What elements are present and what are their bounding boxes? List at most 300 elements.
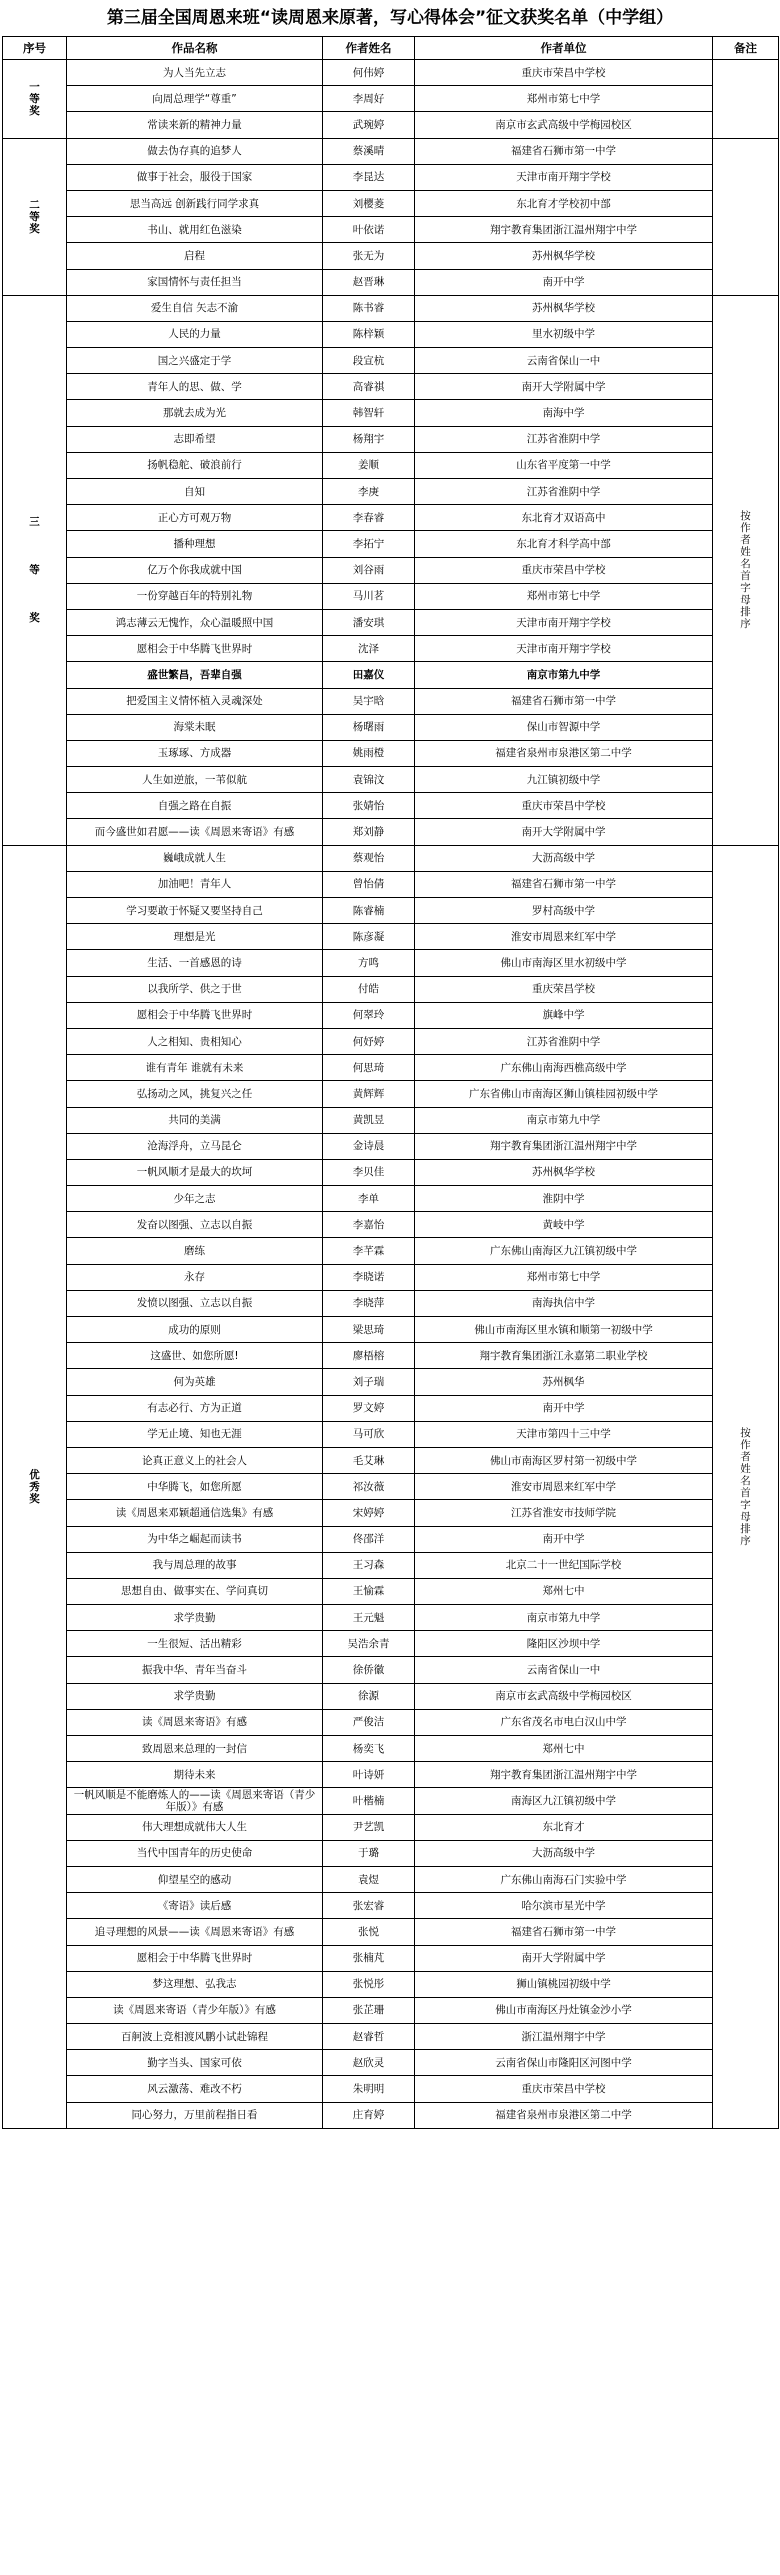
table-row: [3, 86, 779, 112]
table-row: [3, 1919, 779, 1945]
table-row: [3, 269, 779, 295]
cell-author: 张无为: [323, 243, 415, 269]
cell-title: 期待未来: [67, 1762, 323, 1788]
cell-author: 何妤婷: [323, 1028, 415, 1054]
cell-title: 发愤以图强、立志以自振: [67, 1290, 323, 1316]
table-row: [3, 1002, 779, 1028]
cell-unit: 东北育才学校初中部: [415, 190, 713, 216]
cell-author: 李晓萍: [323, 1290, 415, 1316]
table-row: [3, 950, 779, 976]
cell-title: 海棠未眠: [67, 714, 323, 740]
cell-unit: 大沥高级中学: [415, 845, 713, 871]
cell-author: 郑刘静: [323, 819, 415, 845]
cell-unit: 天津市南开翔宇学校: [415, 636, 713, 662]
cell-author: 尹艺凯: [323, 1814, 415, 1840]
cell-unit: 重庆市荣昌中学校: [415, 557, 713, 583]
table-row: [3, 505, 779, 531]
cell-unit: 郑州七中: [415, 1578, 713, 1604]
table-row: [3, 1605, 779, 1631]
table-row: [3, 609, 779, 635]
cell-title: 一帆风顺是不能磨炼人的——读《周恩来寄语（青少年版）》有感: [67, 1788, 323, 1814]
cell-author: 严俊洁: [323, 1709, 415, 1735]
cell-author: 韩智轩: [323, 400, 415, 426]
cell-author: 蔡观怡: [323, 845, 415, 871]
cell-title: 发奋以图强、立志以自振: [67, 1212, 323, 1238]
cell-author: 刘谷雨: [323, 557, 415, 583]
cell-title: 我与周总理的故事: [67, 1552, 323, 1578]
cell-author: 姚雨橙: [323, 740, 415, 766]
table-row: [3, 217, 779, 243]
cell-unit: 淮安市周恩来红军中学: [415, 924, 713, 950]
cell-unit: 福建省石狮市第一中学: [415, 688, 713, 714]
cell-author: 高睿祺: [323, 374, 415, 400]
award-level-cell: 一 等 奖: [3, 60, 67, 139]
cell-author: 徐源: [323, 1683, 415, 1709]
cell-title: 弘扬动之风，挑复兴之任: [67, 1081, 323, 1107]
cell-unit: 苏州枫华学校: [415, 1159, 713, 1185]
cell-title: 少年之志: [67, 1186, 323, 1212]
cell-author: 王愉霖: [323, 1578, 415, 1604]
cell-unit: 南开大学附属中学: [415, 374, 713, 400]
cell-title: 巍峨成就人生: [67, 845, 323, 871]
table-row: [3, 2024, 779, 2050]
cell-unit: 江苏省淮阴中学: [415, 426, 713, 452]
cell-title: 家国情怀与责任担当: [67, 269, 323, 295]
cell-author: 杨翔宇: [323, 426, 415, 452]
table-row: [3, 2050, 779, 2076]
table-row: [3, 138, 779, 164]
table-row: [3, 243, 779, 269]
cell-unit: 苏州枫华学校: [415, 243, 713, 269]
cell-author: 罗文婷: [323, 1395, 415, 1421]
cell-unit: 南开中学: [415, 269, 713, 295]
table-row: [3, 1945, 779, 1971]
cell-author: 毛艾琳: [323, 1447, 415, 1473]
cell-author: 吴浩余青: [323, 1631, 415, 1657]
cell-title: 同心努力，万里前程指日看: [67, 2102, 323, 2128]
cell-unit: 淮安市周恩来红军中学: [415, 1474, 713, 1500]
cell-title: 百舸波上竞相渡风鹏小试赴锦程: [67, 2024, 323, 2050]
cell-author: 于璐: [323, 1840, 415, 1866]
table-row: [3, 1788, 779, 1814]
cell-author: 马可欣: [323, 1421, 415, 1447]
table-row: [3, 1552, 779, 1578]
cell-title: 人生如逆旅，一苇似航: [67, 767, 323, 793]
cell-unit: 翔宇教育集团浙江温州翔宇中学: [415, 1133, 713, 1159]
cell-title: 思想自由、做事实在、学问真切: [67, 1578, 323, 1604]
table-row: [3, 400, 779, 426]
cell-title: 爱生自信 矢志不渝: [67, 295, 323, 321]
table-row: [3, 2102, 779, 2128]
header-title: 作品名称: [67, 37, 323, 60]
cell-unit: 郑州市第七中学: [415, 583, 713, 609]
cell-title: 那就去成为光: [67, 400, 323, 426]
cell-title: 书山、就用红色滋染: [67, 217, 323, 243]
cell-author: 李拓宁: [323, 531, 415, 557]
cell-author: 庄育婷: [323, 2102, 415, 2128]
cell-unit: 福建省石狮市第一中学: [415, 1919, 713, 1945]
table-row: [3, 60, 779, 86]
cell-author: 陈书睿: [323, 295, 415, 321]
cell-author: 李昆达: [323, 164, 415, 190]
cell-unit: 天津市南开翔宇学校: [415, 609, 713, 635]
cell-title: 梦这理想、弘我志: [67, 1971, 323, 1997]
cell-author: 张悦彤: [323, 1971, 415, 1997]
cell-unit: 佛山市南海区罗村第一初级中学: [415, 1447, 713, 1473]
cell-title: 愿相会于中华腾飞世界时: [67, 636, 323, 662]
cell-unit: 福建省泉州市泉港区第二中学: [415, 2102, 713, 2128]
table-row: [3, 1447, 779, 1473]
cell-author: 李贝佳: [323, 1159, 415, 1185]
cell-title: 自强之路在自振: [67, 793, 323, 819]
header-unit: 作者单位: [415, 37, 713, 60]
cell-unit: 南海执信中学: [415, 1290, 713, 1316]
note-cell: 按 作 者 姓 名 首 字 母 排 序: [713, 845, 779, 2128]
table-row: [3, 1343, 779, 1369]
cell-unit: 南京市第九中学: [415, 1107, 713, 1133]
cell-author: 赵晋琳: [323, 269, 415, 295]
cell-unit: 广东省佛山市南海区狮山镇桂园初级中学: [415, 1081, 713, 1107]
cell-author: 武琬婷: [323, 112, 415, 138]
cell-unit: 狮山镇桃园初级中学: [415, 1971, 713, 1997]
cell-unit: 广东佛山南海西樵高级中学: [415, 1055, 713, 1081]
table-row: [3, 871, 779, 897]
cell-author: 方鸣: [323, 950, 415, 976]
table-row: [3, 1133, 779, 1159]
table-row: [3, 1081, 779, 1107]
cell-author: 张悦: [323, 1919, 415, 1945]
cell-unit: 苏州枫华: [415, 1369, 713, 1395]
cell-unit: 天津市南开翔宇学校: [415, 164, 713, 190]
table-row: [3, 583, 779, 609]
cell-title: 当代中国青年的历史使命: [67, 1840, 323, 1866]
cell-title: 仰望星空的感动: [67, 1866, 323, 1892]
cell-unit: 云南省保山一中: [415, 348, 713, 374]
cell-title: 风云激荡、难改不朽: [67, 2076, 323, 2102]
cell-unit: 旗峰中学: [415, 1002, 713, 1028]
cell-title: 论真正意义上的社会人: [67, 1447, 323, 1473]
table-row: [3, 793, 779, 819]
cell-unit: 南京市玄武高级中学梅园校区: [415, 112, 713, 138]
cell-unit: 浙江温州翔宇中学: [415, 2024, 713, 2050]
cell-unit: 南海中学: [415, 400, 713, 426]
table-row: [3, 112, 779, 138]
cell-unit: 广东佛山南海区九江镇初级中学: [415, 1238, 713, 1264]
cell-author: 李庚: [323, 479, 415, 505]
cell-author: 沈泽: [323, 636, 415, 662]
table-row: [3, 2076, 779, 2102]
cell-unit: 南开中学: [415, 1526, 713, 1552]
table-row: [3, 1631, 779, 1657]
table-body: [3, 60, 779, 2129]
cell-title: 做事于社会，服役于国家: [67, 164, 323, 190]
table-row: [3, 295, 779, 321]
cell-author: 李单: [323, 1186, 415, 1212]
cell-author: 陈梓颖: [323, 321, 415, 347]
cell-author: 廖梧榕: [323, 1343, 415, 1369]
cell-title: 这盛世、如您所愿!: [67, 1343, 323, 1369]
table-row: [3, 1474, 779, 1500]
cell-title: 一帆风顺才是最大的坎坷: [67, 1159, 323, 1185]
table-row: [3, 688, 779, 714]
cell-unit: 重庆市荣昌中学校: [415, 793, 713, 819]
cell-title: 常读来新的精神力量: [67, 112, 323, 138]
cell-author: 黄辉辉: [323, 1081, 415, 1107]
cell-title: 鸿志薄云无愧怍，众心温暖照中国: [67, 609, 323, 635]
table-row: [3, 190, 779, 216]
cell-title: 人民的力量: [67, 321, 323, 347]
cell-author: 付皓: [323, 976, 415, 1002]
table-row: [3, 1238, 779, 1264]
table-row: [3, 1997, 779, 2023]
cell-title: 中华腾飞，如您所愿: [67, 1474, 323, 1500]
page-title: 第三届全国周恩来班“读周恩来原著，写心得体会”征文获奖名单（中学组）: [106, 8, 674, 28]
cell-title: 而今盛世如君愿——读《周恩来寄语》有感: [67, 819, 323, 845]
cell-unit: 重庆市荣昌中学校: [415, 60, 713, 86]
cell-unit: 罗村高级中学: [415, 898, 713, 924]
cell-author: 袁煜: [323, 1866, 415, 1892]
cell-unit: 郑州市第七中学: [415, 86, 713, 112]
cell-author: 李春睿: [323, 505, 415, 531]
cell-author: 赵睿哲: [323, 2024, 415, 2050]
cell-title: 追寻理想的风景——读《周恩来寄语》有感: [67, 1919, 323, 1945]
cell-title: 沧海浮舟，立马昆仑: [67, 1133, 323, 1159]
cell-title: 扬帆稳舵、破浪前行: [67, 452, 323, 478]
cell-title: 理想是光: [67, 924, 323, 950]
cell-title: 《寄语》读后感: [67, 1893, 323, 1919]
cell-unit: 江苏省淮阴中学: [415, 1028, 713, 1054]
note-cell: [713, 60, 779, 139]
table-row: [3, 531, 779, 557]
table-row: [3, 714, 779, 740]
cell-title: 为人当先立志: [67, 60, 323, 86]
table-row: [3, 1526, 779, 1552]
cell-unit: 哈尔滨市星光中学: [415, 1893, 713, 1919]
table-row: [3, 1683, 779, 1709]
table-row: [3, 976, 779, 1002]
cell-author: 吴宇晗: [323, 688, 415, 714]
cell-author: 段宣杭: [323, 348, 415, 374]
table-row: [3, 1736, 779, 1762]
cell-title: 学习要敢于怀疑又要坚持自己: [67, 898, 323, 924]
cell-unit: 南京市玄武高级中学梅园校区: [415, 1683, 713, 1709]
table-row: [3, 740, 779, 766]
cell-author: 朱明明: [323, 2076, 415, 2102]
cell-unit: 南开中学: [415, 1395, 713, 1421]
cell-title: 做去伪存真的追梦人: [67, 138, 323, 164]
cell-unit: 广东佛山南海石门实验中学: [415, 1866, 713, 1892]
cell-unit: 福建省石狮市第一中学: [415, 871, 713, 897]
cell-title: 伟大理想成就伟大人生: [67, 1814, 323, 1840]
cell-title: 读《周恩来邓颖超通信选集》有感: [67, 1500, 323, 1526]
cell-author: 赵欣灵: [323, 2050, 415, 2076]
cell-title: 加油吧！青年人: [67, 871, 323, 897]
cell-title: 为中华之崛起而读书: [67, 1526, 323, 1552]
cell-unit: 郑州市第七中学: [415, 1264, 713, 1290]
cell-author: 黄凯昱: [323, 1107, 415, 1133]
header-seq: 序号: [3, 37, 67, 60]
table-header-row: [3, 37, 779, 60]
table-row: [3, 374, 779, 400]
cell-author: 潘安琪: [323, 609, 415, 635]
cell-author: 杨奕飞: [323, 1736, 415, 1762]
cell-unit: 南开大学附属中学: [415, 1945, 713, 1971]
cell-title: 有志必行、方为正道: [67, 1395, 323, 1421]
cell-author: 何翠玲: [323, 1002, 415, 1028]
table-row: [3, 819, 779, 845]
cell-author: 刘子瑞: [323, 1369, 415, 1395]
cell-author: 陈睿楠: [323, 898, 415, 924]
table-row: [3, 662, 779, 688]
cell-author: 杨曙雨: [323, 714, 415, 740]
cell-unit: 云南省保山一中: [415, 1657, 713, 1683]
cell-author: 李周好: [323, 86, 415, 112]
cell-title: 把爱国主义情怀植入灵魂深处: [67, 688, 323, 714]
cell-author: 姜顺: [323, 452, 415, 478]
table-row: [3, 1186, 779, 1212]
cell-author: 王元魁: [323, 1605, 415, 1631]
cell-author: 田嘉仪: [323, 662, 415, 688]
cell-title: 国之兴盛定于学: [67, 348, 323, 374]
cell-author: 李嘉怡: [323, 1212, 415, 1238]
table-row: [3, 1762, 779, 1788]
table-row: [3, 1866, 779, 1892]
cell-author: 祁汝薇: [323, 1474, 415, 1500]
table-row: [3, 1028, 779, 1054]
cell-author: 何思琦: [323, 1055, 415, 1081]
cell-title: 求学贵勤: [67, 1683, 323, 1709]
cell-title: 成功的原则: [67, 1317, 323, 1343]
cell-unit: 江苏省淮阴中学: [415, 479, 713, 505]
cell-unit: 佛山市南海区里水初级中学: [415, 950, 713, 976]
cell-title: 自知: [67, 479, 323, 505]
cell-unit: 保山市智源中学: [415, 714, 713, 740]
cell-unit: 南京市第九中学: [415, 662, 713, 688]
table-row: [3, 426, 779, 452]
cell-title: 振我中华、青年当奋斗: [67, 1657, 323, 1683]
cell-unit: 东北育才科学高中部: [415, 531, 713, 557]
cell-title: 永存: [67, 1264, 323, 1290]
cell-title: 播种理想: [67, 531, 323, 557]
table-row: [3, 924, 779, 950]
note-cell: [713, 138, 779, 295]
table-row: [3, 845, 779, 871]
cell-author: 张楠芃: [323, 1945, 415, 1971]
award-level-cell: 优 秀 奖: [3, 845, 67, 2128]
table-row: [3, 1971, 779, 1997]
cell-title: 盛世繁昌，吾辈自强: [67, 662, 323, 688]
cell-author: 张宏睿: [323, 1893, 415, 1919]
cell-title: 向周总理学“尊重”: [67, 86, 323, 112]
table-row: [3, 452, 779, 478]
cell-title: 共同的美满: [67, 1107, 323, 1133]
cell-unit: 翔宇教育集团浙江温州翔宇中学: [415, 217, 713, 243]
cell-title: 愿相会于中华腾飞世界时: [67, 1002, 323, 1028]
cell-author: 徐侨徽: [323, 1657, 415, 1683]
cell-title: 玉琢琢、方成器: [67, 740, 323, 766]
cell-title: 何为英雄: [67, 1369, 323, 1395]
table-row: [3, 1159, 779, 1185]
cell-unit: 福建省石狮市第一中学: [415, 138, 713, 164]
cell-author: 马川茗: [323, 583, 415, 609]
cell-title: 读《周恩来寄语》有感: [67, 1709, 323, 1735]
cell-author: 曾怡倩: [323, 871, 415, 897]
cell-author: 梁思琦: [323, 1317, 415, 1343]
table-row: [3, 557, 779, 583]
cell-title: 启程: [67, 243, 323, 269]
cell-unit: 佛山市南海区里水镇和顺第一初级中学: [415, 1317, 713, 1343]
table-row: [3, 164, 779, 190]
cell-author: 叶楷楠: [323, 1788, 415, 1814]
cell-author: 李芊霖: [323, 1238, 415, 1264]
cell-author: 李晓诺: [323, 1264, 415, 1290]
cell-title: 愿相会于中华腾飞世界时: [67, 1945, 323, 1971]
cell-unit: 北京二十一世纪国际学校: [415, 1552, 713, 1578]
cell-unit: 东北育才双语高中: [415, 505, 713, 531]
award-table: [2, 36, 779, 2129]
table-row: [3, 1709, 779, 1735]
cell-unit: 里水初级中学: [415, 321, 713, 347]
cell-author: 蔡溪晴: [323, 138, 415, 164]
cell-unit: 南海区九江镇初级中学: [415, 1788, 713, 1814]
table-row: [3, 1290, 779, 1316]
cell-author: 王习森: [323, 1552, 415, 1578]
cell-unit: 苏州枫华学校: [415, 295, 713, 321]
cell-title: 一生很短、活出精彩: [67, 1631, 323, 1657]
cell-title: 勤字当头、国家可依: [67, 2050, 323, 2076]
table-row: [3, 1395, 779, 1421]
table-row: [3, 348, 779, 374]
table-row: [3, 1814, 779, 1840]
table-row: [3, 1657, 779, 1683]
cell-unit: 南开大学附属中学: [415, 819, 713, 845]
cell-author: 刘樱菱: [323, 190, 415, 216]
cell-author: 叶依诺: [323, 217, 415, 243]
cell-title: 生活、一首感恩的诗: [67, 950, 323, 976]
cell-unit: 隆阳区沙坝中学: [415, 1631, 713, 1657]
cell-author: 袁锦汶: [323, 767, 415, 793]
cell-title: 思当高远 创新践行同学求真: [67, 190, 323, 216]
table-row: [3, 1212, 779, 1238]
cell-title: 一份穿越百年的特别礼物: [67, 583, 323, 609]
cell-title: 致周恩来总理的一封信: [67, 1736, 323, 1762]
cell-title: 志即希望: [67, 426, 323, 452]
cell-author: 佟邵洋: [323, 1526, 415, 1552]
table-row: [3, 1893, 779, 1919]
cell-unit: 郑州七中: [415, 1736, 713, 1762]
cell-unit: 东北育才: [415, 1814, 713, 1840]
cell-unit: 福建省泉州市泉港区第二中学: [415, 740, 713, 766]
cell-author: 张婧怡: [323, 793, 415, 819]
table-row: [3, 1264, 779, 1290]
cell-unit: 翔宇教育集团浙江温州翔宇中学: [415, 1762, 713, 1788]
header-author: 作者姓名: [323, 37, 415, 60]
table-row: [3, 898, 779, 924]
cell-title: 以我所学、供之于世: [67, 976, 323, 1002]
table-row: [3, 1840, 779, 1866]
cell-author: 张芷珊: [323, 1997, 415, 2023]
cell-author: 宋婷婷: [323, 1500, 415, 1526]
cell-unit: 山东省平度第一中学: [415, 452, 713, 478]
award-level-cell: 二 等 奖: [3, 138, 67, 295]
note-cell: 按 作 者 姓 名 首 字 母 排 序: [713, 295, 779, 845]
cell-unit: 云南省保山市隆阳区河图中学: [415, 2050, 713, 2076]
cell-unit: 佛山市南海区丹灶镇金沙小学: [415, 1997, 713, 2023]
cell-unit: 天津市第四十三中学: [415, 1421, 713, 1447]
cell-title: 读《周恩来寄语（青少年版）》有感: [67, 1997, 323, 2023]
cell-unit: 翔宇教育集团浙江永嘉第二职业学校: [415, 1343, 713, 1369]
cell-unit: 大沥高级中学: [415, 1840, 713, 1866]
